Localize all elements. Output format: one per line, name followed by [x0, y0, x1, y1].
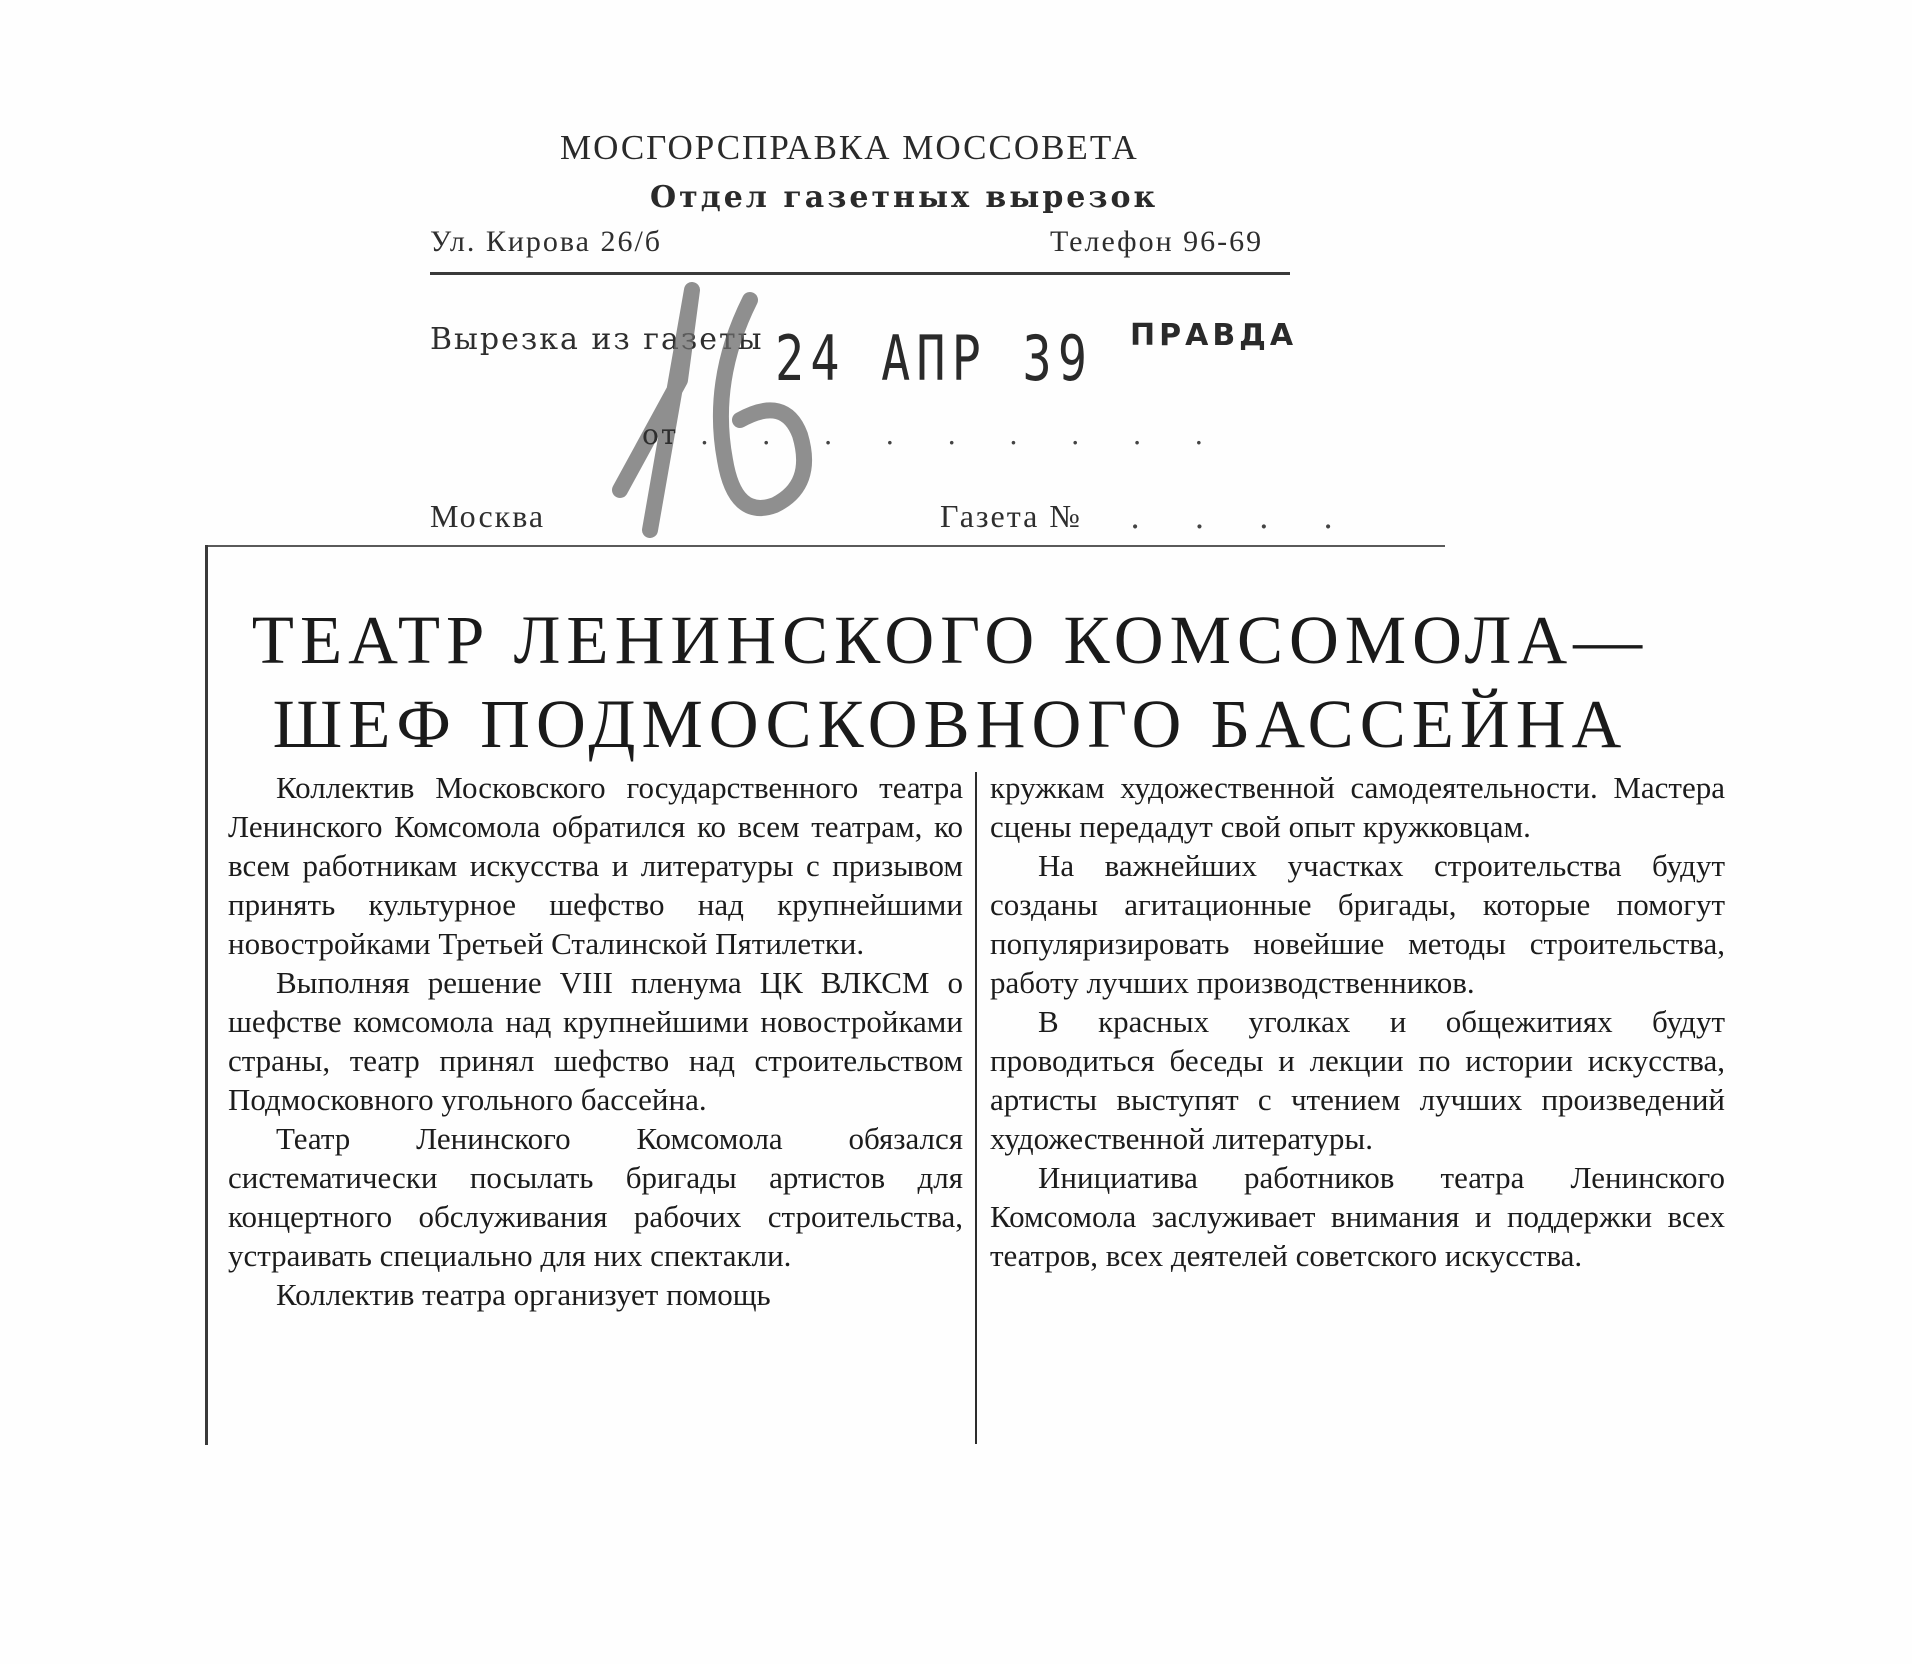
- newspaper-number-blank: . . . .: [1130, 498, 1356, 536]
- headline-line-2: ШЕФ ПОДМОСКОВНОГО БАССЕЙНА: [272, 686, 1628, 762]
- clip-label: Вырезка из газеты: [430, 322, 764, 357]
- newspaper-name: ПРАВДА: [1130, 318, 1298, 353]
- from-label: от: [642, 418, 679, 451]
- column-divider: [975, 772, 977, 1444]
- address: Ул. Кирова 26/б: [430, 225, 663, 258]
- paragraph: Выполняя решение VIII пленума ЦК ВЛКСМ о шефстве комсомола над крупнейшими новостройками страны, театр принял шефство над строительством Подмосковного угольного бассейна.: [228, 965, 963, 1117]
- clipping-left-edge: [205, 545, 208, 1445]
- department-name: Отдел газетных вырезок: [650, 180, 1159, 215]
- paragraph: Театр Ленинского Комсомола обязался систематически посылать бригады артистов для концертного обслуживания рабочих строительства, устраивать специально для них спектакли.: [228, 1121, 963, 1273]
- stamp-date: 24 АПР 39: [775, 322, 1094, 395]
- paragraph: На важнейших участках строительства будут созданы агитационные бригады, которые помогут популяризировать новейшие методы строительства, работу лучших производственников.: [990, 848, 1725, 1000]
- article-headline: [240, 598, 1660, 766]
- header-rule: [430, 272, 1290, 275]
- newspaper-number-label: Газета №: [940, 498, 1082, 534]
- article-right-column: [990, 768, 1725, 1275]
- paragraph: Коллектив Московского государственного театра Ленинского Комсомола обратился ко всем театрам, ко всем работникам искусства и литературы с призывом принять культурное шефство над крупнейшими новостройками Третьей Сталинской Пятилетки.: [228, 770, 963, 961]
- phone: Телефон 96-69: [1050, 225, 1264, 258]
- paragraph: Коллектив театра организует помощь: [276, 1277, 771, 1312]
- clipping-top-edge: [205, 545, 1445, 547]
- paragraph: кружкам художественной самодеятельности. Мастера сцены передадут свой опыт кружковцам.: [990, 770, 1725, 844]
- paragraph: В красных уголках и общежитиях будут проводиться беседы и лекции по истории искусства, артисты выступят с чтением лучших произведений художественной литературы.: [990, 1004, 1725, 1156]
- from-blank: . . . . . . . . .: [700, 418, 1226, 451]
- paragraph: Инициатива работников театра Ленинского Комсомола заслуживает внимания и поддержки всех театров, всех деятелей советского искусства.: [990, 1160, 1725, 1273]
- article-left-column: [228, 768, 963, 1314]
- handwritten-number-mark: [600, 260, 860, 550]
- headline-line-1: ТЕАТР ЛЕНИНСКОГО КОМСОМОЛА—: [251, 602, 1649, 678]
- city: Москва: [430, 498, 546, 534]
- organization-name: МОСГОРСПРАВКА МОССОВЕТА: [560, 128, 1139, 167]
